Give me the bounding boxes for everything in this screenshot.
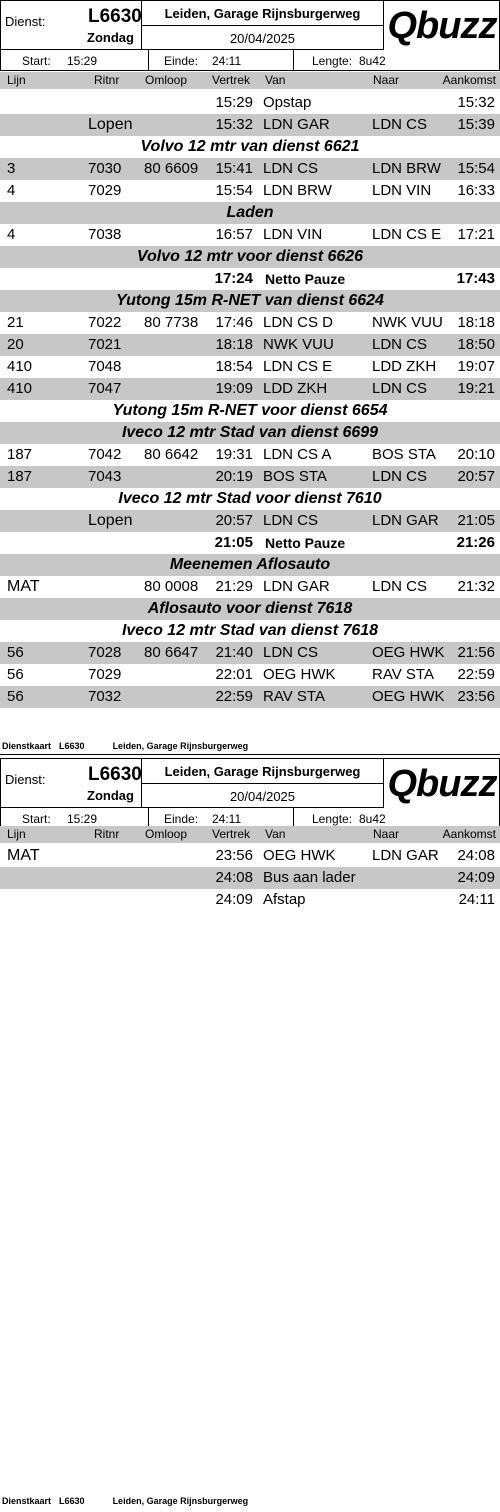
naar: OEG HWK (372, 644, 445, 661)
aankomst: 19:07 (457, 358, 495, 375)
aankomst: 20:57 (457, 468, 495, 485)
naar: BOS STA (372, 446, 436, 463)
vertrek: 19:31 (215, 446, 253, 463)
dienst-dag: Zondag (87, 30, 134, 45)
table-row (0, 180, 500, 202)
aankomst: 21:05 (457, 512, 495, 529)
dienst-code: L6630 (88, 6, 142, 27)
lengte-value: 8u42 (359, 54, 386, 68)
vertrek: 24:09 (215, 891, 253, 908)
ritnr: 7029 (88, 666, 122, 683)
naar: LDD ZKH (372, 358, 437, 375)
van: LDN BRW (263, 182, 332, 199)
ritnr: 7022 (88, 314, 122, 331)
van: LDN GAR (263, 116, 330, 133)
header (0, 0, 500, 71)
lijn: 4 (7, 182, 16, 199)
aankomst: 15:39 (457, 116, 495, 133)
table-row (0, 576, 500, 598)
aankomst: 24:11 (458, 891, 495, 908)
vertrek: 21:29 (215, 578, 253, 595)
lijn: 3 (7, 160, 16, 177)
vertrek: 15:32 (215, 116, 253, 133)
start-label: Start: (22, 54, 51, 68)
ritnr: Lopen (88, 116, 133, 133)
naar: LDN GAR (372, 512, 439, 529)
omloop: 80 6647 (144, 644, 199, 661)
ritnr: 7030 (88, 160, 122, 177)
schedule-table (0, 92, 500, 708)
ritnr: Lopen (88, 512, 133, 529)
vertrek: 19:09 (215, 380, 253, 397)
lijn: MAT (7, 578, 40, 595)
table-row (0, 92, 500, 114)
van: LDN VIN (263, 226, 323, 243)
footer-locatie: Leiden, Garage Rijnsburgerweg (112, 1496, 249, 1506)
ritnr: 7042 (88, 446, 122, 463)
table-row (0, 378, 500, 400)
van: OEG HWK (263, 847, 336, 864)
omloop: 80 6609 (144, 160, 199, 177)
vertrek: 22:59 (215, 688, 253, 705)
aankomst: 18:18 (457, 314, 495, 331)
van: LDN CS (263, 160, 319, 177)
lijn: 410 (7, 380, 33, 397)
lijn: 4 (7, 226, 16, 243)
qbuzz-logo: Qbuzz (387, 763, 497, 805)
footer-label: Dienstkaart (2, 1496, 52, 1506)
vertrek: 23:56 (215, 847, 253, 864)
aankomst: 17:21 (457, 226, 495, 243)
omloop: 80 6642 (144, 446, 199, 463)
aankomst: 20:10 (457, 446, 495, 463)
vertrek: 20:57 (215, 512, 253, 529)
aankomst: 23:56 (457, 688, 495, 705)
vertrek: 17:46 (215, 314, 253, 331)
table-row (0, 356, 500, 378)
naar: NWK VUU (372, 314, 443, 331)
table-row (0, 845, 500, 867)
einde-label: Einde: (164, 54, 199, 68)
dienst-dag: Zondag (87, 788, 134, 803)
col-aankomst: Aankomst (442, 73, 496, 87)
naar: LDN VIN (372, 182, 432, 199)
ritnr: 7043 (88, 468, 122, 485)
start-time: 15:29 (67, 812, 98, 826)
table-row (0, 158, 500, 180)
einde-time: 24:11 (212, 54, 242, 68)
table-row (0, 889, 500, 911)
naar: OEG HWK (372, 688, 445, 705)
naar: LDN CS (372, 380, 428, 397)
table-row (0, 224, 500, 246)
van: LDN CS (263, 644, 319, 661)
van: BOS STA (263, 468, 327, 485)
section-heading: Volvo 12 mtr voor dienst 6626 (0, 246, 500, 268)
aankomst: 21:32 (457, 578, 495, 595)
col-van: Van (265, 827, 286, 841)
einde-label: Einde: (164, 812, 199, 826)
dienstkaart-page-2 (0, 758, 500, 908)
aankomst: 15:32 (457, 94, 495, 111)
pause-label: Netto Pauze (265, 271, 346, 287)
aankomst: 24:09 (457, 869, 495, 886)
aankomst: 16:33 (457, 182, 495, 199)
van: LDN CS A (263, 446, 332, 463)
col-ritnr: Ritnr (94, 73, 120, 87)
van: Afstap (263, 891, 306, 908)
aankomst: 17:43 (456, 270, 495, 287)
omloop: 80 7738 (144, 314, 199, 331)
van: Bus aan lader (263, 869, 356, 886)
table-row (0, 334, 500, 356)
aankomst: 21:26 (456, 534, 495, 551)
section-heading: Meenemen Aflosauto (0, 554, 500, 576)
col-van: Van (265, 73, 286, 87)
page-footer (2, 1496, 276, 1506)
col-vertrek: Vertrek (212, 73, 251, 87)
van: LDN CS E (263, 358, 333, 375)
table-row (0, 114, 500, 136)
vertrek: 15:41 (215, 160, 253, 177)
footer-code: L6630 (59, 741, 85, 751)
naar: LDN CS (372, 116, 428, 133)
van: LDN CS (263, 512, 319, 529)
aankomst: 24:08 (457, 847, 495, 864)
dienst-label: Dienst: (5, 14, 46, 29)
lijn: MAT (7, 847, 40, 864)
dienst-code: L6630 (88, 764, 142, 785)
vertrek: 15:54 (215, 182, 253, 199)
col-vertrek: Vertrek (212, 827, 251, 841)
start-label: Start: (22, 812, 51, 826)
header-locatie: Leiden, Garage Rijnsburgerweg (164, 6, 361, 21)
col-omloop: Omloop (145, 827, 188, 841)
header-locatie: Leiden, Garage Rijnsburgerweg (164, 764, 361, 779)
schedule-table (0, 845, 500, 911)
naar: LDN CS E (372, 226, 442, 243)
table-row (0, 510, 500, 532)
section-heading: Laden (0, 202, 500, 224)
section-heading: Volvo 12 mtr van dienst 6621 (140, 138, 360, 155)
section-heading: Iveco 12 mtr Stad van dienst 7618 (121, 622, 379, 639)
lijn: 56 (7, 644, 24, 661)
dienst-label: Dienst: (5, 772, 46, 787)
lijn: 21 (7, 314, 24, 331)
table-row (0, 867, 500, 889)
aankomst: 22:59 (457, 666, 495, 683)
table-row (0, 444, 500, 466)
page-footer (2, 741, 276, 751)
dienstkaart-page-1 (0, 0, 500, 705)
section-heading: Yutong 15m R-NET van dienst 6624 (0, 290, 500, 312)
ritnr: 7021 (88, 336, 122, 353)
ritnr: 7038 (88, 226, 122, 243)
table-row (0, 686, 500, 708)
vertrek: 16:57 (215, 226, 253, 243)
column-header-row (0, 826, 500, 843)
aankomst: 19:21 (457, 380, 495, 397)
naar: LDN CS (372, 336, 428, 353)
ritnr: 7032 (88, 688, 122, 705)
aankomst: 15:54 (457, 160, 495, 177)
naar: LDN CS (372, 468, 428, 485)
pause-label: Netto Pauze (265, 535, 346, 551)
van: NWK VUU (263, 336, 334, 353)
ritnr: 7047 (88, 380, 122, 397)
vertrek: 24:08 (215, 869, 253, 886)
van: RAV STA (263, 688, 325, 705)
lengte-label: Lengte: (312, 812, 353, 826)
page-divider (0, 754, 500, 755)
ritnr: 7029 (88, 182, 122, 199)
naar: LDN CS (372, 578, 428, 595)
table-row (0, 664, 500, 686)
van: LDN CS D (263, 314, 334, 331)
lijn: 56 (7, 666, 24, 683)
lijn: 187 (7, 446, 33, 463)
table-row (0, 312, 500, 334)
col-aankomst: Aankomst (442, 827, 496, 841)
lengte-label: Lengte: (312, 54, 353, 68)
col-naar: Naar (373, 827, 400, 841)
einde-time: 24:11 (212, 812, 242, 826)
lijn: 56 (7, 688, 24, 705)
section-heading: Aflosauto voor dienst 7618 (0, 598, 500, 620)
vertrek: 15:29 (215, 94, 253, 111)
header-datum: 20/04/2025 (229, 31, 296, 46)
start-time: 15:29 (67, 54, 98, 68)
van: Opstap (263, 94, 312, 111)
lijn: 187 (7, 468, 33, 485)
ritnr: 7028 (88, 644, 122, 661)
vertrek: 17:24 (214, 270, 253, 287)
col-lijn: Lijn (7, 827, 26, 841)
footer-label: Dienstkaart (2, 741, 52, 751)
section-heading: Yutong 15m R-NET voor dienst 6654 (112, 402, 388, 419)
pause-row (0, 268, 500, 290)
column-header-row (0, 72, 500, 89)
naar: LDN BRW (372, 160, 441, 177)
col-omloop: Omloop (145, 73, 188, 87)
vertrek: 21:05 (214, 534, 253, 551)
footer-code: L6630 (59, 1496, 85, 1506)
naar: RAV STA (372, 666, 434, 683)
van: LDD ZKH (263, 380, 328, 397)
section-heading: Iveco 12 mtr Stad van dienst 6699 (0, 422, 500, 444)
col-ritnr: Ritnr (94, 827, 120, 841)
header-datum: 20/04/2025 (229, 789, 296, 804)
van: OEG HWK (263, 666, 336, 683)
qbuzz-logo: Qbuzz (387, 5, 497, 47)
table-row (0, 466, 500, 488)
ritnr: 7048 (88, 358, 122, 375)
col-naar: Naar (373, 73, 400, 87)
table-row (0, 642, 500, 664)
aankomst: 18:50 (457, 336, 495, 353)
section-heading: Iveco 12 mtr Stad voor dienst 7610 (118, 490, 382, 507)
header (0, 758, 500, 829)
footer-locatie: Leiden, Garage Rijnsburgerweg (112, 741, 249, 751)
vertrek: 22:01 (215, 666, 253, 683)
vertrek: 18:18 (215, 336, 253, 353)
col-lijn: Lijn (7, 73, 26, 87)
vertrek: 21:40 (215, 644, 253, 661)
van: LDN GAR (263, 578, 330, 595)
vertrek: 18:54 (215, 358, 253, 375)
lengte-value: 8u42 (359, 812, 386, 826)
naar: LDN GAR (372, 847, 439, 864)
omloop: 80 0008 (144, 578, 199, 595)
pause-row (0, 532, 500, 554)
lijn: 20 (7, 336, 24, 353)
aankomst: 21:56 (457, 644, 495, 661)
vertrek: 20:19 (215, 468, 253, 485)
lijn: 410 (7, 358, 33, 375)
